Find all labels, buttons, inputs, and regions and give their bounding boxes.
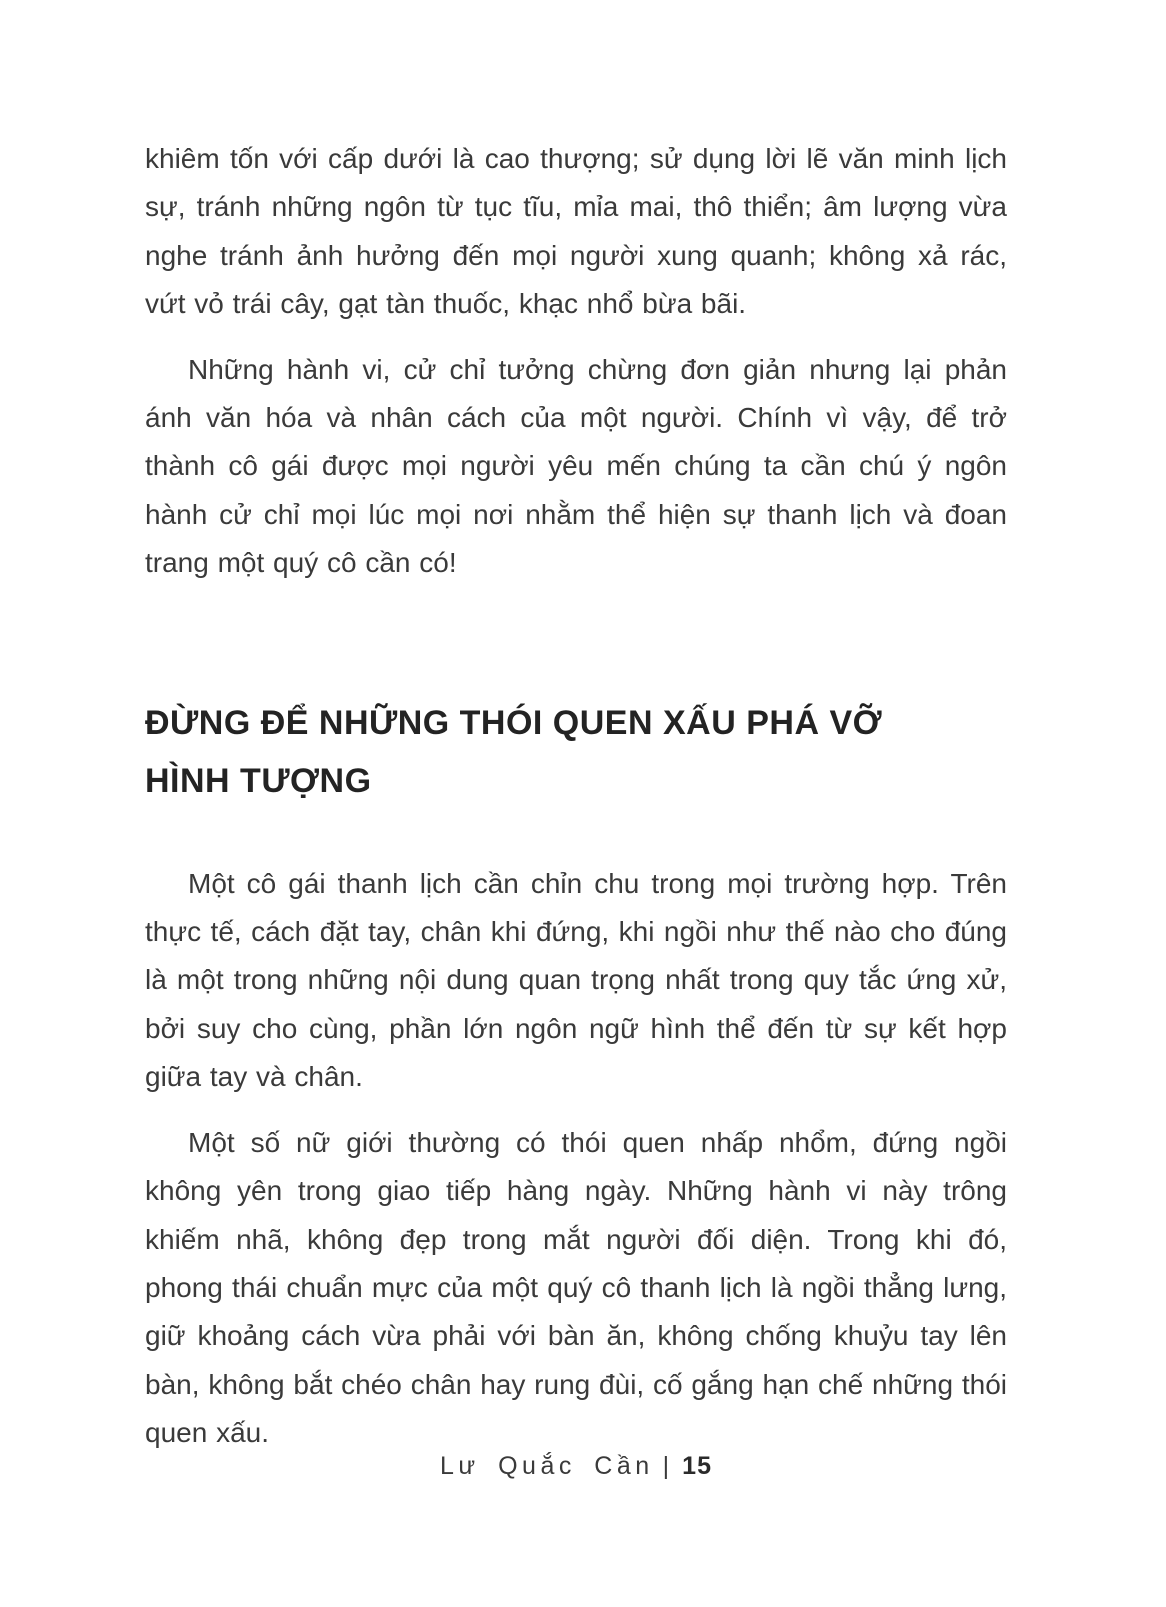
page-footer [145, 1452, 1007, 1481]
page-content [145, 0, 1007, 1458]
paragraph: Một cô gái thanh lịch cần chỉn chu trong mọi trường hợp. Trên thực tế, cách đặt tay, chân khi đứng, khi ngồi như thế nào cho đúng là một trong những nội dung quan trọng nhất trong quy tắc ứng xử, bởi suy cho cùng, phần lớn ngôn ngữ hình thể đến từ sự kết hợp giữa tay và chân. [145, 867, 1007, 1093]
paragraph-continuation: khiêm tốn với cấp dưới là cao thượng; sử dụng lời lẽ văn minh lịch sự, tránh những ngôn từ tục tĩu, mỉa mai, thô thiển; âm lượng vừa nghe tránh ảnh hưởng đến mọi người xung quanh; không xả rác, vứt vỏ trái cây, gạt tàn thuốc, khạc nhổ bừa bãi. [145, 143, 1007, 320]
footer-author-name: Lư Quắc Cần [440, 1452, 654, 1480]
section-heading [145, 694, 1007, 810]
paragraph: Những hành vi, cử chỉ tưởng chừng đơn giản nhưng lại phản ánh văn hóa và nhân cách của một người. Chính vì vậy, để trở thành cô gái được mọi người yêu mến chúng ta cần chú ý ngôn hành cử chỉ mọi lúc mọi nơi nhằm thể hiện sự thanh lịch và đoan trang một quý cô cần có! [145, 353, 1007, 579]
section-heading-line-1: ĐỪNG ĐỂ NHỮNG THÓI QUEN XẤU PHÁ VỠ [145, 703, 883, 742]
paragraph: Một số nữ giới thường có thói quen nhấp nhổm, đứng ngồi không yên trong giao tiếp hàng ngày. Những hành vi này trông khiếm nhã, không đẹp trong mắt người đối diện. Trong khi đó, phong thái chuẩn mực của một quý cô thanh lịch là ngồi thẳng lưng, giữ khoảng cách vừa phải với bàn ăn, không chống khuỷu tay lên bàn, không bắt chéo chân hay rung đùi, cố gắng hạn chế những thói quen xấu. [145, 1126, 1007, 1449]
footer-separator: | [662, 1452, 670, 1480]
footer-page-number: 15 [682, 1452, 712, 1480]
section-heading-line-2: HÌNH TƯỢNG [145, 761, 372, 800]
